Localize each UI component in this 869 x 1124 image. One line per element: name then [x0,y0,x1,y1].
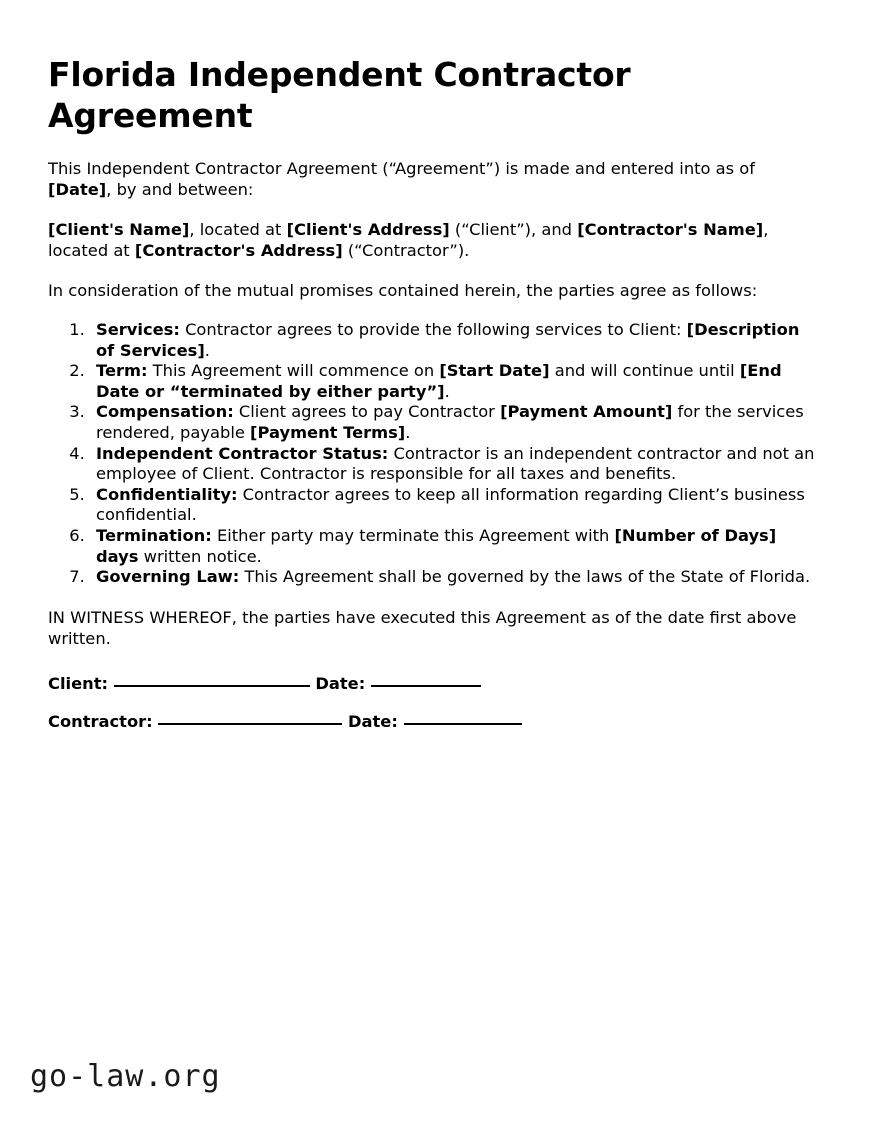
contractor-label: Contractor: [48,711,159,731]
parties-paragraph [48,219,823,261]
placeholder-client-address: [Client's Address] [286,220,450,239]
term-text-1: Either party may terminate this Agreement with [211,525,615,545]
term-text-3: . [444,381,450,401]
term-text-1: This Agreement shall be governed by the laws of the State of Florida. [239,567,811,587]
parties-text-2: (“Client”), and [449,220,578,239]
witness-paragraph: IN WITNESS WHEREOF, the parties have executed this Agreement as of the date first above written. [48,607,797,648]
consideration-paragraph: In consideration of the mutual promises contained herein, the parties agree as follows: [48,281,758,300]
intro-text-tail: , by and between: [106,180,254,199]
contractor-signature-row [48,711,823,732]
term-text-1: Client agrees to pay Contractor [233,402,501,422]
site-watermark: go-law.org [30,1059,221,1094]
contractor-date-line[interactable] [404,723,522,725]
term-text-1: Contractor is an independent contractor and not an employee of Client. Contractor is responsible for all taxes and benefits. [96,443,815,484]
placeholder-payment-amount: [Payment Amount] [500,402,673,422]
client-date-label: Date: [309,673,371,693]
term-heading: Confidentiality: [96,484,238,504]
term-heading: Termination: [96,525,212,545]
list-item [90,526,823,567]
term-text-3: . [405,422,411,442]
term-text-2: . [204,340,210,360]
list-item [90,444,823,485]
placeholder-contractor-name: [Contractor's Name] [577,220,764,239]
placeholder-contractor-address: [Contractor's Address] [134,241,343,260]
signature-block [48,673,823,732]
term-heading: Independent Contractor Status: [96,443,389,463]
intro-paragraph [48,158,823,200]
document-body [48,54,823,749]
page-title: Florida Independent Contractor Agreement [48,55,631,135]
list-item [90,402,823,443]
list-item [90,320,823,361]
parties-text-4: (“Contractor”). [342,241,470,260]
term-heading: Compensation: [96,402,234,422]
term-text-2: written notice. [138,546,262,566]
client-signature-line[interactable] [114,685,310,687]
placeholder-description-of-services: [Description of Services] [96,320,800,360]
client-signature-row [48,673,823,694]
term-heading: Term: [96,361,148,381]
intro-text-lead: This Independent Contractor Agreement (“Agreement”) is made and entered into as of [48,159,755,178]
placeholder-client-name: [Client's Name] [48,220,190,239]
placeholder-date: [Date] [48,180,107,199]
list-item [90,485,823,526]
placeholder-end-date: [End Date or “terminated by either party”] [96,361,782,401]
term-text-2: and will continue until [549,361,740,381]
term-heading: Governing Law: [96,567,240,587]
contractor-signature-line[interactable] [158,723,342,725]
term-heading: Services: [96,320,180,339]
placeholder-start-date: [Start Date] [439,361,550,381]
client-label: Client: [48,673,114,693]
terms-list [48,320,823,588]
term-text-1: Contractor agrees to provide the following services to Client: [179,320,687,339]
placeholder-payment-terms: [Payment Terms] [250,422,406,442]
placeholder-number-of-days: [Number of Days] days [96,525,777,566]
parties-text-1: , located at [189,220,287,239]
list-item [90,567,823,588]
list-item [90,361,823,402]
client-date-line[interactable] [371,685,481,687]
term-text-2: for the services rendered, payable [96,402,804,442]
contractor-date-label: Date: [342,711,404,731]
term-text-1: This Agreement will commence on [147,361,440,381]
parties-text-3: , located at [48,220,769,260]
term-text-1: Contractor agrees to keep all information regarding Client’s business confidential. [96,484,805,525]
